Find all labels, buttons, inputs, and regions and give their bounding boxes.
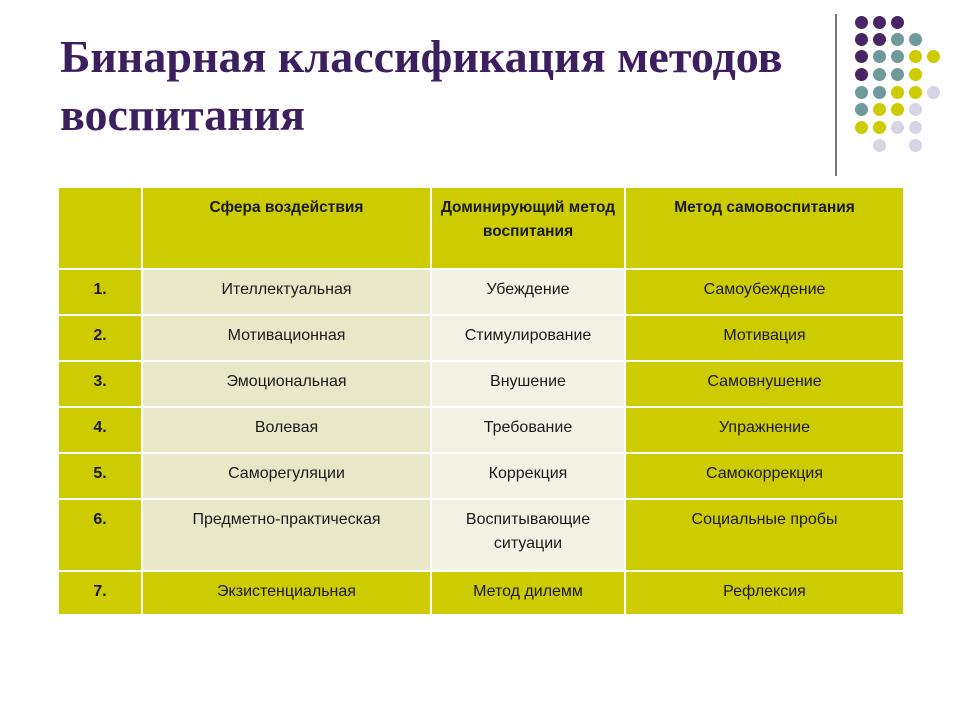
teal-dot (855, 103, 868, 116)
table-row (58, 499, 904, 571)
teal-dot (891, 68, 904, 81)
row-number: 5. (58, 453, 142, 499)
sphere-cell: Ителлектуальная (142, 269, 431, 315)
row-number: 3. (58, 361, 142, 407)
sphere-cell: Мотивационная (142, 315, 431, 361)
sphere-cell: Предметно-практическая (142, 499, 431, 571)
sphere-cell: Эмоциональная (142, 361, 431, 407)
self-method-cell: Мотивация (625, 315, 904, 361)
self-method-cell: Самоубеждение (625, 269, 904, 315)
row-number: 7. (58, 571, 142, 615)
row-number: 6. (58, 499, 142, 571)
purple-dot (873, 16, 886, 29)
classification-table (57, 186, 905, 616)
table-row (58, 571, 904, 615)
olive-dot (873, 121, 886, 134)
dominant-method-cell: Убеждение (431, 269, 625, 315)
dominant-method-cell: Воспитывающие ситуации (431, 499, 625, 571)
self-method-cell: Рефлексия (625, 571, 904, 615)
olive-dot (873, 103, 886, 116)
purple-dot (855, 50, 868, 63)
olive-dot (909, 50, 922, 63)
self-method-cell: Социальные пробы (625, 499, 904, 571)
olive-dot (927, 50, 940, 63)
table-row (58, 361, 904, 407)
teal-dot (873, 86, 886, 99)
self-method-cell: Самокоррекция (625, 453, 904, 499)
olive-dot (909, 68, 922, 81)
purple-dot (855, 33, 868, 46)
olive-dot (909, 86, 922, 99)
teal-dot (873, 50, 886, 63)
table-row (58, 453, 904, 499)
self-method-cell: Самовнушение (625, 361, 904, 407)
teal-dot (855, 86, 868, 99)
teal-dot (873, 68, 886, 81)
header-sphere: Сфера воздействия (142, 187, 431, 269)
purple-dot (855, 68, 868, 81)
table-row (58, 407, 904, 453)
table-row (58, 315, 904, 361)
divider-line (835, 14, 837, 176)
teal-dot (909, 33, 922, 46)
olive-dot (891, 103, 904, 116)
header-number (58, 187, 142, 269)
sphere-cell: Экзистенциальная (142, 571, 431, 615)
table-header-row (58, 187, 904, 269)
self-method-cell: Упражнение (625, 407, 904, 453)
dominant-method-cell: Внушение (431, 361, 625, 407)
olive-dot (891, 86, 904, 99)
lavender-dot (891, 121, 904, 134)
lavender-dot (873, 139, 886, 152)
teal-dot (891, 50, 904, 63)
row-number: 2. (58, 315, 142, 361)
purple-dot (873, 33, 886, 46)
dominant-method-cell: Метод дилемм (431, 571, 625, 615)
purple-dot (891, 16, 904, 29)
row-number: 1. (58, 269, 142, 315)
row-number: 4. (58, 407, 142, 453)
dominant-method-cell: Коррекция (431, 453, 625, 499)
header-self-education-method: Метод самовоспитания (625, 187, 904, 269)
slide-title: Бинарная классификация методов воспитания (60, 31, 783, 140)
purple-dot (855, 16, 868, 29)
table-row (58, 269, 904, 315)
sphere-cell: Саморегуляции (142, 453, 431, 499)
olive-dot (855, 121, 868, 134)
dominant-method-cell: Требование (431, 407, 625, 453)
lavender-dot (909, 139, 922, 152)
lavender-dot (909, 103, 922, 116)
teal-dot (891, 33, 904, 46)
dominant-method-cell: Стимулирование (431, 315, 625, 361)
header-dominant-method: Доминирующий метод воспитания (431, 187, 625, 269)
sphere-cell: Волевая (142, 407, 431, 453)
lavender-dot (927, 86, 940, 99)
lavender-dot (909, 121, 922, 134)
